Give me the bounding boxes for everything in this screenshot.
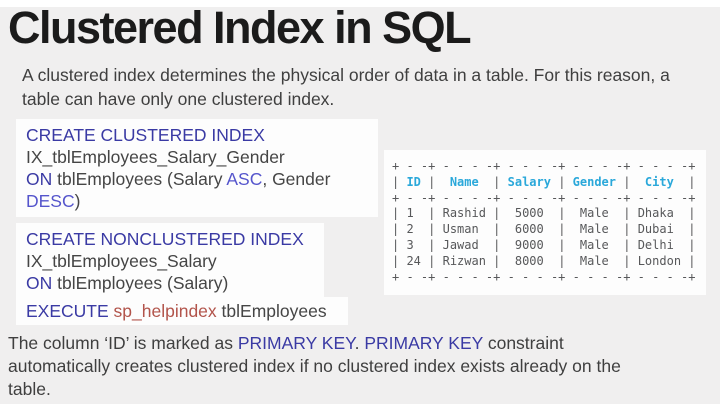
code-block-create-nonclustered-index: CREATE NONCLUSTERED INDEX IX_tblEmployees_Salary ON tblEmployees (Salary) bbox=[16, 223, 324, 299]
intro-text: A clustered index determines the physical order of data in a table. For this reason, a table can have only one clustered index. bbox=[22, 65, 670, 109]
page-title: Clustered Index in SQL bbox=[8, 2, 471, 53]
code-line-execute-sp-helpindex: EXECUTE sp_helpindex tblEmployees bbox=[16, 297, 348, 325]
code-block-create-clustered-index: CREATE CLUSTERED INDEX IX_tblEmployees_Salary_Gender ON tblEmployees (Salary ASC, Gender DESC) bbox=[16, 119, 378, 217]
employees-ascii-table: + - -+ - - - -+ - - - -+ - - - -+ - - - -+ | ID | Name | Salary | Gender | City | + - -+ - - - -+ - - - -+ - - - -+ - - - -+ | 1 | Rashid | 5000 | Male | Dhaka | | 2 | Usman | 6000 | Male | Dubai | | 3 | Jawad | 9000 | Male | Delhi | | 24 | Rizwan | 8000 | Male | London | + - -+ - - - -+ - - - -+ - - - -+ - - - -+ bbox=[384, 150, 706, 295]
footer-text: The column ‘ID’ is marked as PRIMARY KEY. PRIMARY KEY constraint automatically creates clustered index if no clustered index exists already on the table. bbox=[8, 333, 621, 399]
